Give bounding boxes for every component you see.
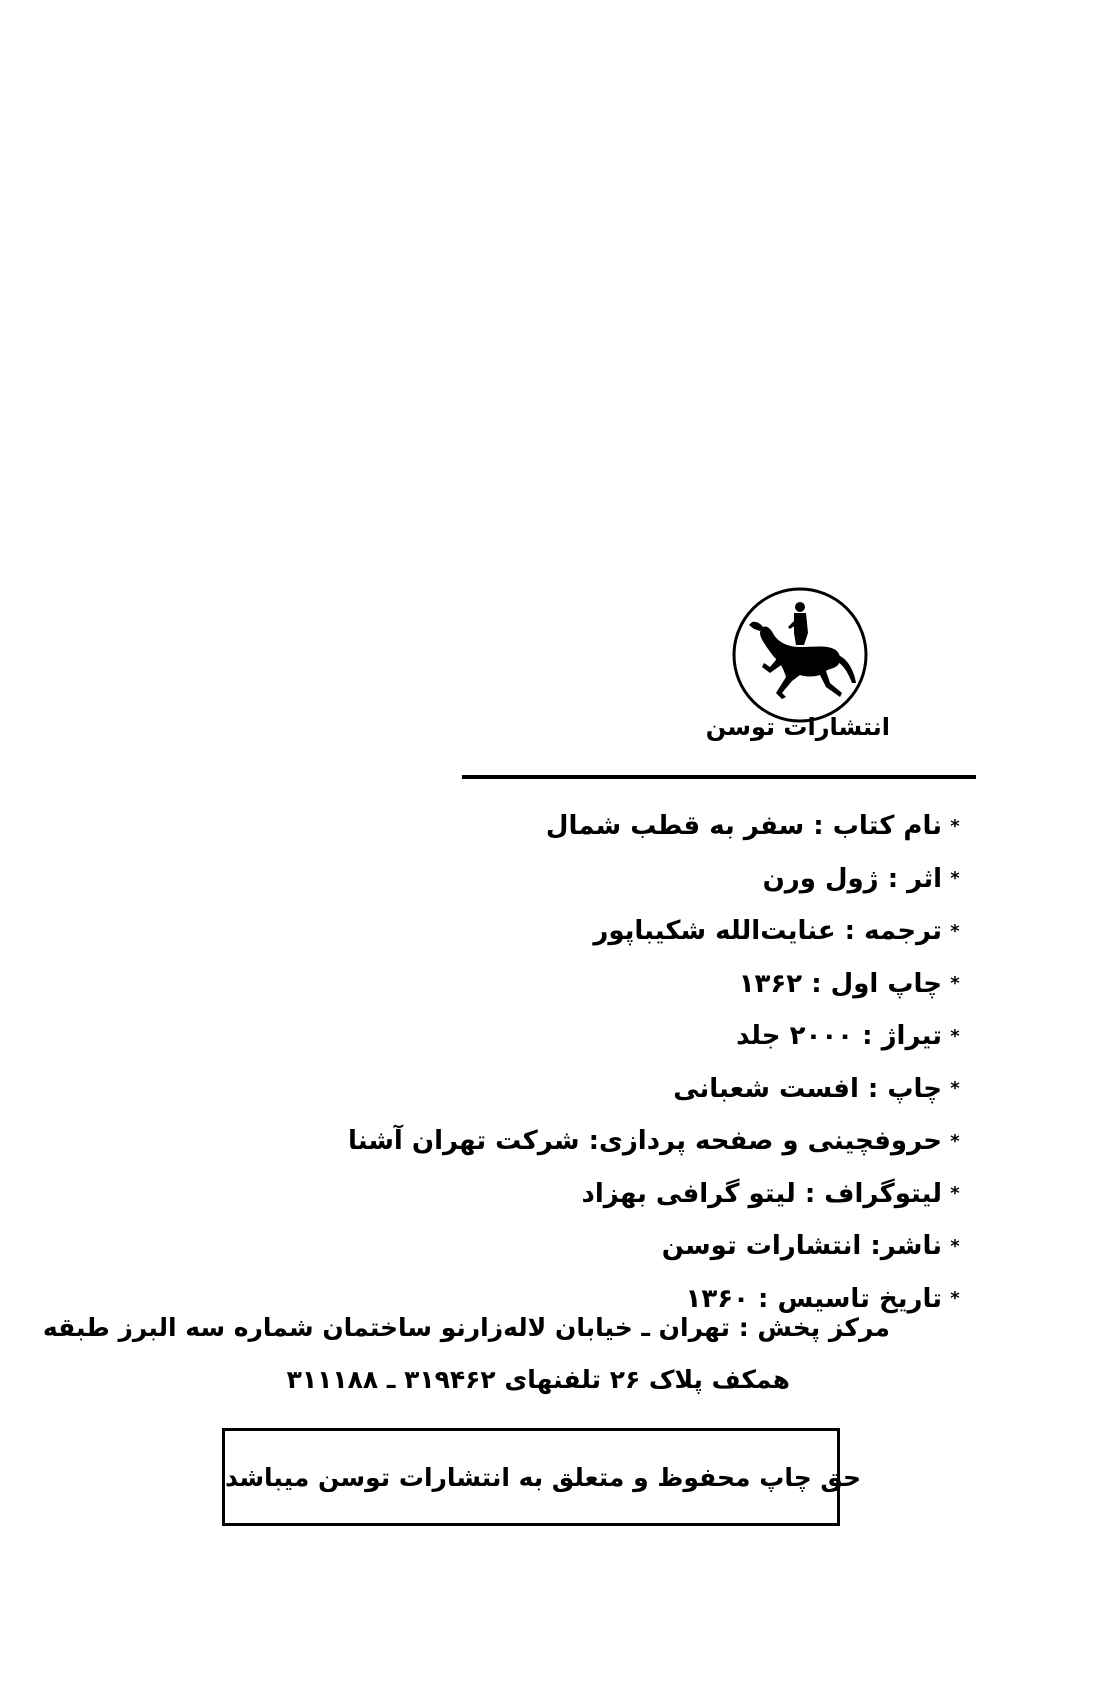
detail-lithograph [142, 1168, 962, 1221]
asterisk-icon: * [950, 1183, 960, 1205]
asterisk-icon: * [950, 973, 960, 995]
detail-publisher [142, 1220, 962, 1273]
detail-text: اثر : ژول ورن [762, 863, 942, 894]
detail-text: نام کتاب : سفر به قطب شمال [545, 811, 942, 842]
distribution-line-1: مرکز پخش : تهران ـ خیابان لاله‌زارنو ساختمان شماره سه البرز طبقه [42, 1313, 890, 1342]
detail-text: ناشر: انتشارات توسن [661, 1231, 942, 1262]
detail-printer [142, 1063, 962, 1116]
detail-print-run [142, 1010, 962, 1063]
detail-text: تیراژ : ۲۰۰۰ جلد [736, 1021, 942, 1052]
asterisk-icon: * [950, 1235, 960, 1257]
detail-translator [142, 905, 962, 958]
copyright-text: حق چاپ محفوظ و متعلق به انتشارات توسن میباشد [225, 1462, 861, 1492]
asterisk-icon: * [950, 1025, 960, 1047]
detail-author [142, 853, 962, 906]
detail-book-title [142, 800, 962, 853]
detail-text: لیتوگراف : لیتو گرافی بهزاد [581, 1178, 942, 1209]
detail-text: چاپ اول : ۱۳۶۲ [738, 968, 942, 999]
distribution-line-2: همکف پلاک ۲۶ تلفنهای ۳۱۹۴۶۲ ـ ۳۱۱۱۸۸ [286, 1365, 790, 1394]
asterisk-icon: * [950, 868, 960, 890]
publisher-logo-name: انتشارات توسن [705, 713, 890, 741]
divider-line [462, 775, 976, 779]
publisher-logo [705, 585, 890, 785]
detail-text: حروفچینی و صفحه پردازی: شرکت تهران آشنا [347, 1126, 942, 1157]
detail-text: ترجمه : عنایت‌الله شکیباپور [593, 916, 942, 947]
horse-rider-icon [730, 585, 870, 725]
detail-first-edition [142, 958, 962, 1011]
detail-typesetting [142, 1115, 962, 1168]
asterisk-icon: * [950, 1288, 960, 1310]
asterisk-icon: * [950, 1130, 960, 1152]
distribution-center [30, 1302, 890, 1406]
detail-text: تاریخ تاسیس : ۱۳۶۰ [685, 1283, 942, 1314]
asterisk-icon: * [950, 920, 960, 942]
asterisk-icon: * [950, 815, 960, 837]
detail-text: چاپ : افست شعبانی [673, 1073, 942, 1104]
book-details-list [142, 800, 962, 1325]
copyright-box [222, 1428, 861, 1526]
asterisk-icon: * [950, 1078, 960, 1100]
